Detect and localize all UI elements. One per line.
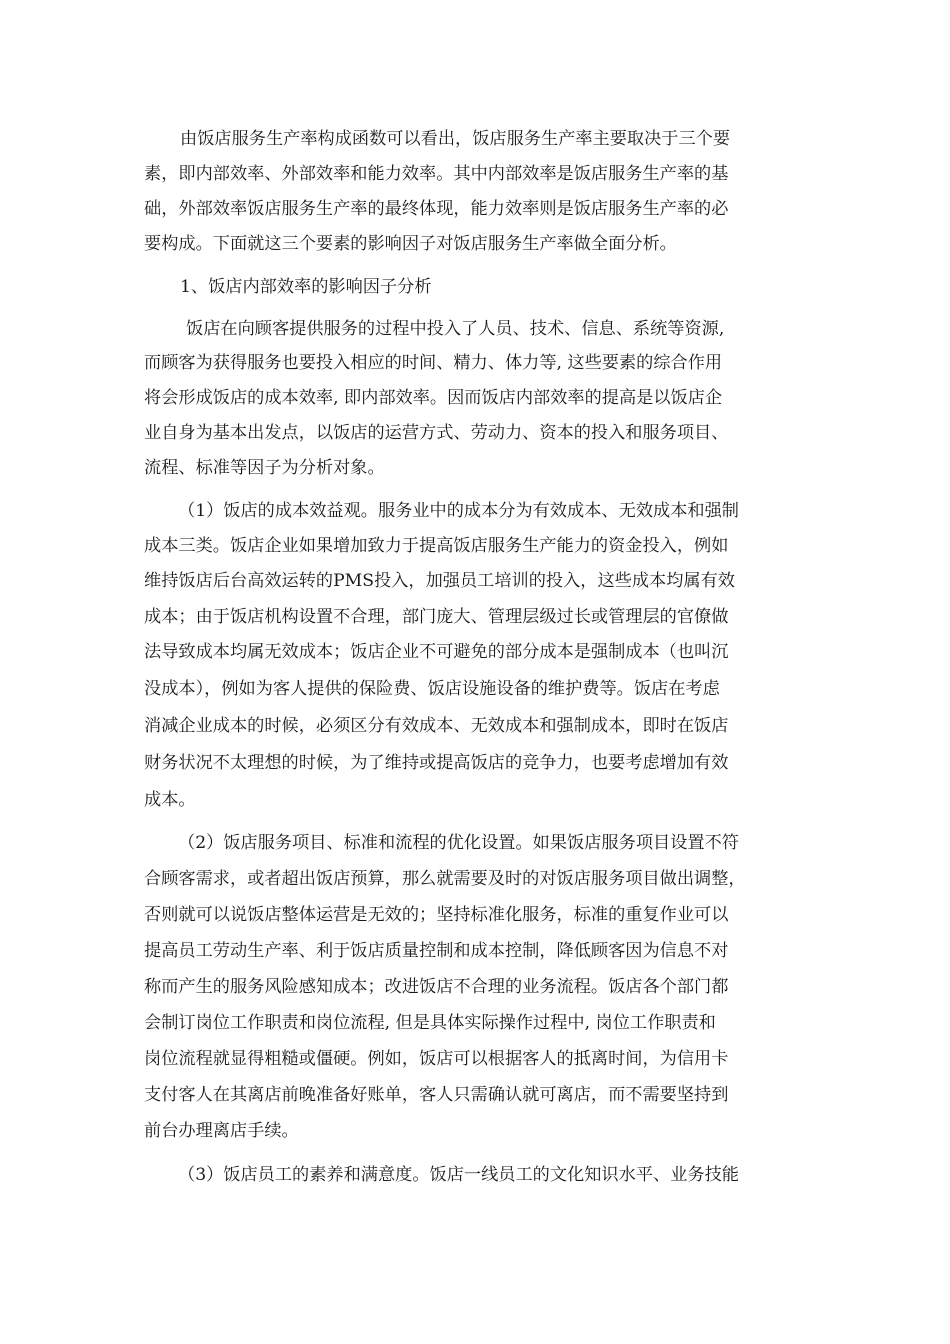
paragraph-line: 否则就可以说饭店整体运营是无效的；坚持标准化服务，标准的重复作业可以 [144,905,729,925]
section-heading: 1、饭店内部效率的影响因子分析 [180,277,432,297]
paragraph-line: 维持饭店后台高效运转的PMS投入，加强员工培训的投入，这些成本均属有效 [144,571,735,591]
paragraph-line: 由饭店服务生产率构成函数可以看出，饭店服务生产率主要取决于三个要 [180,129,731,149]
paragraph-line: 合顾客需求，或者超出饭店预算，那么就需要及时的对饭店服务项目做出调整， [144,869,746,889]
paragraph-line: 饭店在向顾客提供服务的过程中投入了人员、技术、信息、系统等资源, [186,319,725,339]
paragraph-line: 法导致成本均属无效成本；饭店企业不可避免的部分成本是强制成本（也叫沉 [144,642,729,662]
paragraph-line: 础，外部效率饭店服务生产率的最终体现，能力效率则是饭店服务生产率的必 [144,199,729,219]
paragraph-line: （3）饭店员工的素养和满意度。饭店一线员工的文化知识水平、业务技能 [178,1165,739,1185]
paragraph-line: 成本三类。饭店企业如果增加致力于提高饭店服务生产能力的资金投入，例如 [144,536,729,556]
paragraph-line: 而顾客为获得服务也要投入相应的时间、精力、体力等, 这些要素的综合作用 [144,353,723,373]
paragraph-line: （1）饭店的成本效益观。服务业中的成本分为有效成本、无效成本和强制 [178,501,739,521]
paragraph-line: （2）饭店服务项目、标准和流程的优化设置。如果饭店服务项目设置不符 [178,833,739,853]
paragraph-line: 消减企业成本的时候，必须区分有效成本、无效成本和强制成本，即时在饭店 [144,716,729,736]
paragraph-line: 成本。 [144,790,196,810]
paragraph-line: 支付客人在其离店前晚准备好账单，客人只需确认就可离店，而不需要坚持到 [144,1085,729,1105]
paragraph-line: 财务状况不太理想的时候，为了维持或提高饭店的竞争力，也要考虑增加有效 [144,753,729,773]
paragraph-line: 岗位流程就显得粗糙或僵硬。例如，饭店可以根据客人的抵离时间，为信用卡 [144,1049,729,1069]
paragraph-line: 素，即内部效率、外部效率和能力效率。其中内部效率是饭店服务生产率的基 [144,164,729,184]
paragraph-line: 称而产生的服务风险感知成本；改进饭店不合理的业务流程。饭店各个部门都 [144,977,729,997]
paragraph-line: 没成本），例如为客人提供的保险费、饭店设施设备的维护费等。饭店在考虑 [144,679,720,699]
paragraph-line: 流程、标准等因子为分析对象。 [144,458,385,478]
paragraph-line: 前台办理离店手续。 [144,1121,299,1141]
paragraph-line: 业自身为基本出发点，以饭店的运营方式、劳动力、资本的投入和服务项目、 [144,423,729,443]
paragraph-line: 成本；由于饭店机构设置不合理，部门庞大、管理层级过长或管理层的官僚做 [144,607,729,627]
paragraph-line: 会制订岗位工作职责和岗位流程, 但是具体实际操作过程中, 岗位工作职责和 [144,1013,716,1033]
paragraph-line: 要构成。下面就这三个要素的影响因子对饭店服务生产率做全面分析。 [144,234,677,254]
paragraph-line: 提高员工劳动生产率、利于饭店质量控制和成本控制，降低顾客因为信息不对 [144,941,729,961]
paragraph-line: 将会形成饭店的成本效率, 即内部效率。因而饭店内部效率的提高是以饭店企 [144,388,723,408]
